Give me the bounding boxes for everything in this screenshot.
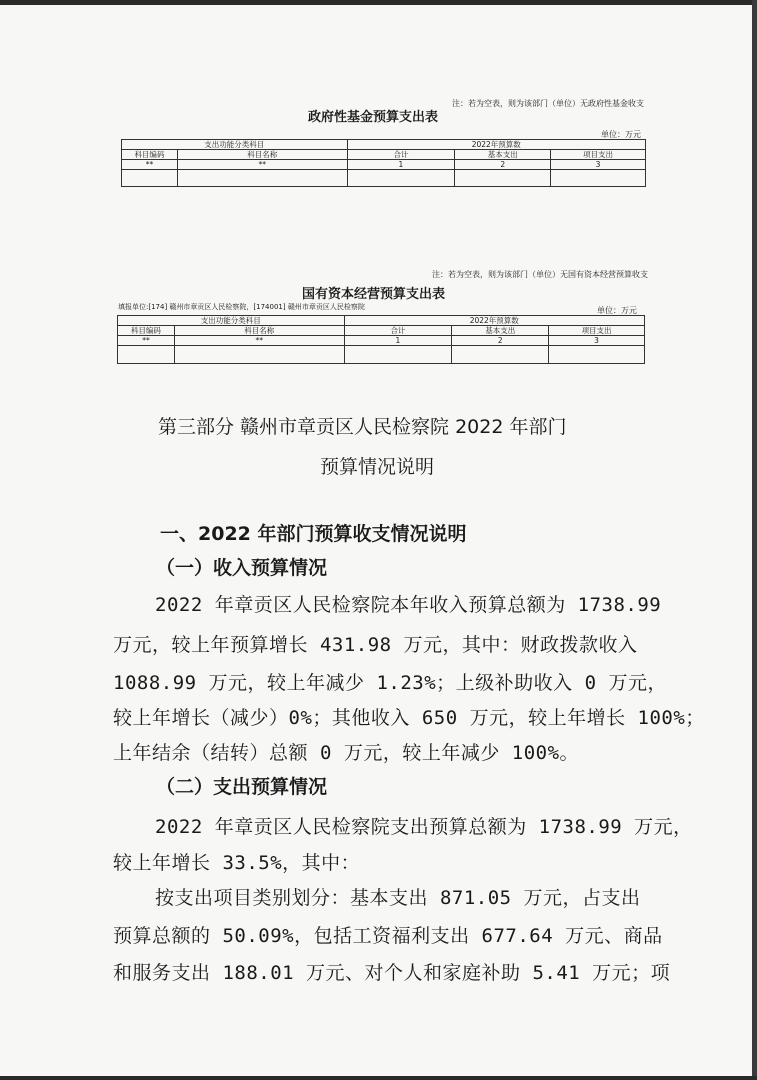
cell-basic: 2	[452, 336, 549, 346]
government-fund-table	[121, 139, 646, 187]
empty-cell	[344, 346, 452, 364]
empty-cell	[452, 346, 549, 364]
state-capital-table	[117, 315, 645, 364]
income-line-5: 上年结余（结转）总额 0 万元，较上年减少 100%。	[113, 742, 580, 764]
expense-line-4: 预算总额的 50.09%，包括工资福利支出 677.64 万元、商品	[113, 925, 663, 947]
expense-line-1: 2022 年章贡区人民检察院支出预算总额为 1738.99 万元，	[155, 816, 693, 838]
empty-cell	[177, 170, 347, 187]
col-project: 项目支出	[549, 326, 645, 336]
cell-total: 1	[347, 160, 455, 170]
header-budget-2022: 2022年预算数	[344, 316, 644, 326]
cell-total: 1	[344, 336, 452, 346]
col-project: 项目支出	[551, 150, 646, 160]
scan-bottom-edge	[0, 1076, 757, 1080]
empty-cell	[551, 170, 646, 187]
cell-name: **	[177, 160, 347, 170]
col-name: 科目名称	[174, 326, 344, 336]
table-row	[118, 316, 645, 326]
empty-cell	[122, 170, 178, 187]
table2-note: 注：若为空表，则为该部门（单位）无国有资本经营预算收支	[432, 270, 648, 279]
expense-line-2: 较上年增长 33.5%，其中：	[113, 852, 361, 874]
table1-note: 注：若为空表，则为该部门（单位）无政府性基金收支	[452, 99, 644, 108]
empty-cell	[347, 170, 455, 187]
section-title: 一、2022 年部门预算收支情况说明	[160, 523, 467, 545]
col-total: 合计	[347, 150, 455, 160]
income-line-2: 万元，较上年预算增长 431.98 万元，其中：财政拨款收入	[113, 634, 638, 656]
table-row	[118, 336, 645, 346]
empty-cell	[455, 170, 551, 187]
income-line-3: 1088.99 万元，较上年减少 1.23%；上级补助收入 0 万元，	[113, 672, 667, 694]
empty-cell	[174, 346, 344, 364]
table-row	[118, 326, 645, 336]
table-row	[118, 346, 645, 364]
col-code: 科目编码	[118, 326, 175, 336]
table-row	[122, 170, 646, 187]
subsection-expense-title: （二）支出预算情况	[156, 776, 328, 798]
header-budget-2022: 2022年预算数	[347, 140, 645, 150]
empty-cell	[118, 346, 175, 364]
cell-code: **	[118, 336, 175, 346]
table1-unit: 单位：万元	[601, 130, 641, 139]
table2-unit: 单位：万元	[597, 306, 637, 315]
col-basic: 基本支出	[455, 150, 551, 160]
scan-top-edge	[0, 0, 757, 5]
col-code: 科目编码	[122, 150, 178, 160]
expense-line-5: 和服务支出 188.01 万元、对个人和家庭补助 5.41 万元；项	[113, 962, 671, 984]
table2-filler-unit: 填报单位:[174] 赣州市章贡区人民检察院，[174001] 赣州市章贡区人民检察院	[118, 303, 365, 311]
income-line-4: 较上年增长（减少）0%；其他收入 650 万元，较上年增长 100%；	[113, 707, 705, 729]
cell-basic: 2	[455, 160, 551, 170]
col-total: 合计	[344, 326, 452, 336]
cell-name: **	[174, 336, 344, 346]
scan-right-edge	[752, 0, 757, 1080]
table-row	[122, 140, 646, 150]
col-basic: 基本支出	[452, 326, 549, 336]
header-function-category: 支出功能分类科目	[122, 140, 348, 150]
col-name: 科目名称	[177, 150, 347, 160]
income-line-1: 2022 年章贡区人民检察院本年收入预算总额为 1738.99	[155, 594, 662, 616]
table-row	[122, 150, 646, 160]
expense-line-3: 按支出项目类别划分：基本支出 871.05 万元，占支出	[155, 887, 641, 909]
part-heading-line2: 预算情况说明	[320, 456, 435, 478]
empty-cell	[549, 346, 645, 364]
part-heading-line1: 第三部分 赣州市章贡区人民检察院 2022 年部门	[158, 416, 567, 438]
table2-title: 国有资本经营预算支出表	[302, 287, 446, 302]
table-row	[122, 160, 646, 170]
subsection-income-title: （一）收入预算情况	[156, 557, 328, 579]
cell-project: 3	[551, 160, 646, 170]
header-function-category: 支出功能分类科目	[118, 316, 345, 326]
cell-code: **	[122, 160, 178, 170]
cell-project: 3	[549, 336, 645, 346]
table1-title: 政府性基金预算支出表	[308, 110, 439, 125]
